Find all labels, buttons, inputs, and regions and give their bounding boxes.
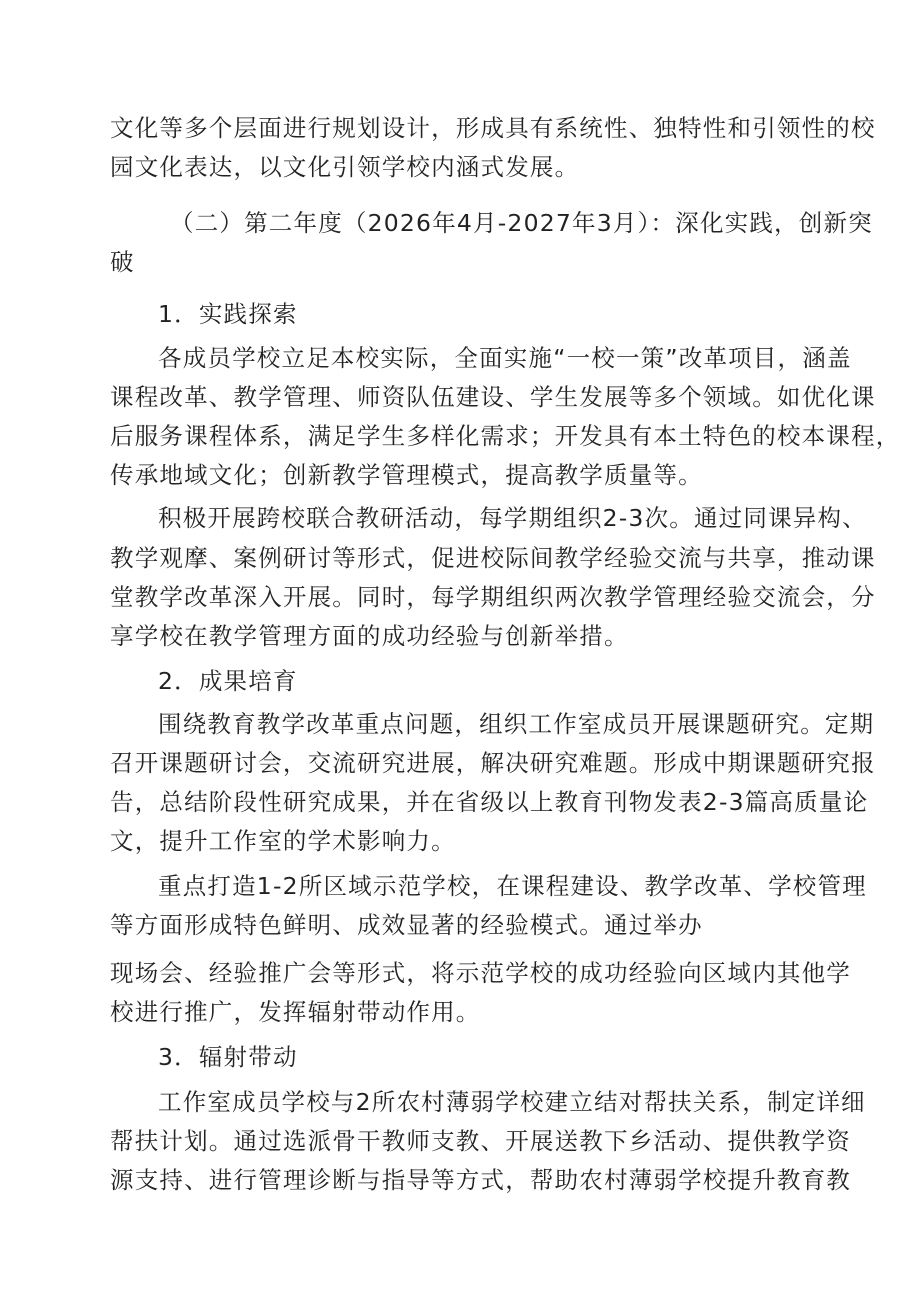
subsection-heading: 1．实践探索 [158, 300, 298, 328]
body-line: 工作室成员学校与2所农村薄弱学校建立结对帮扶关系，制定详细 [158, 1088, 866, 1116]
section-heading: 破 [110, 248, 135, 276]
body-line: 园文化表达，以文化引领学校内涵式发展。 [110, 153, 580, 181]
body-line: 课程改革、教学管理、师资队伍建设、学生发展等多个领域。如优化课 [110, 383, 876, 411]
subsection-heading: 3．辐射带动 [158, 1043, 298, 1071]
body-line: 帮扶计划。通过选派骨干教师支教、开展送教下乡活动、提供教学资 [110, 1127, 851, 1155]
section-heading: （二）第二年度（2026年4月-2027年3月）：深化实践，创新突 [170, 209, 873, 237]
body-line: 重点打造1-2所区域示范学校，在课程建设、教学改革、学校管理 [158, 872, 867, 900]
body-line: 校进行推广，发挥辐射带动作用。 [110, 998, 481, 1026]
body-line: 文化等多个层面进行规划设计，形成具有系统性、独特性和引领性的校 [110, 114, 876, 142]
body-line: 积极开展跨校联合教研活动，每学期组织2-3次。通过同课异构、 [158, 504, 867, 532]
body-line: 各成员学校立足本校实际，全面实施“一校一策”改革项目，涵盖 [158, 344, 852, 372]
body-line: 教学观摩、案例研讨等形式，促进校际间教学经验交流与共享，推动课 [110, 544, 876, 572]
body-line: 文，提升工作室的学术影响力。 [110, 827, 456, 855]
body-line: 后服务课程体系，满足学生多样化需求；开发具有本土特色的校本课程， [110, 422, 901, 450]
body-line: 等方面形成特色鲜明、成效显著的经验模式。通过举办 [110, 911, 703, 939]
body-line: 传承地域文化；创新教学管理模式，提高教学质量等。 [110, 461, 703, 489]
subsection-heading: 2．成果培育 [158, 667, 298, 695]
body-line: 堂教学改革深入开展。同时，每学期组织两次教学管理经验交流会，分 [110, 583, 876, 611]
body-line: 围绕教育教学改革重点问题，组织工作室成员开展课题研究。定期 [158, 710, 875, 738]
body-line: 告，总结阶段性研究成果，并在省级以上教育刊物发表2-3篇高质量论 [110, 788, 869, 816]
body-line: 召开课题研讨会，交流研究进展，解决研究难题。形成中期课题研究报 [110, 749, 876, 777]
body-line: 现场会、经验推广会等形式，将示范学校的成功经验向区域内其他学 [110, 959, 851, 987]
body-line: 源支持、进行管理诊断与指导等方式，帮助农村薄弱学校提升教育教 [110, 1166, 851, 1194]
body-line: 享学校在教学管理方面的成功经验与创新举措。 [110, 622, 629, 650]
